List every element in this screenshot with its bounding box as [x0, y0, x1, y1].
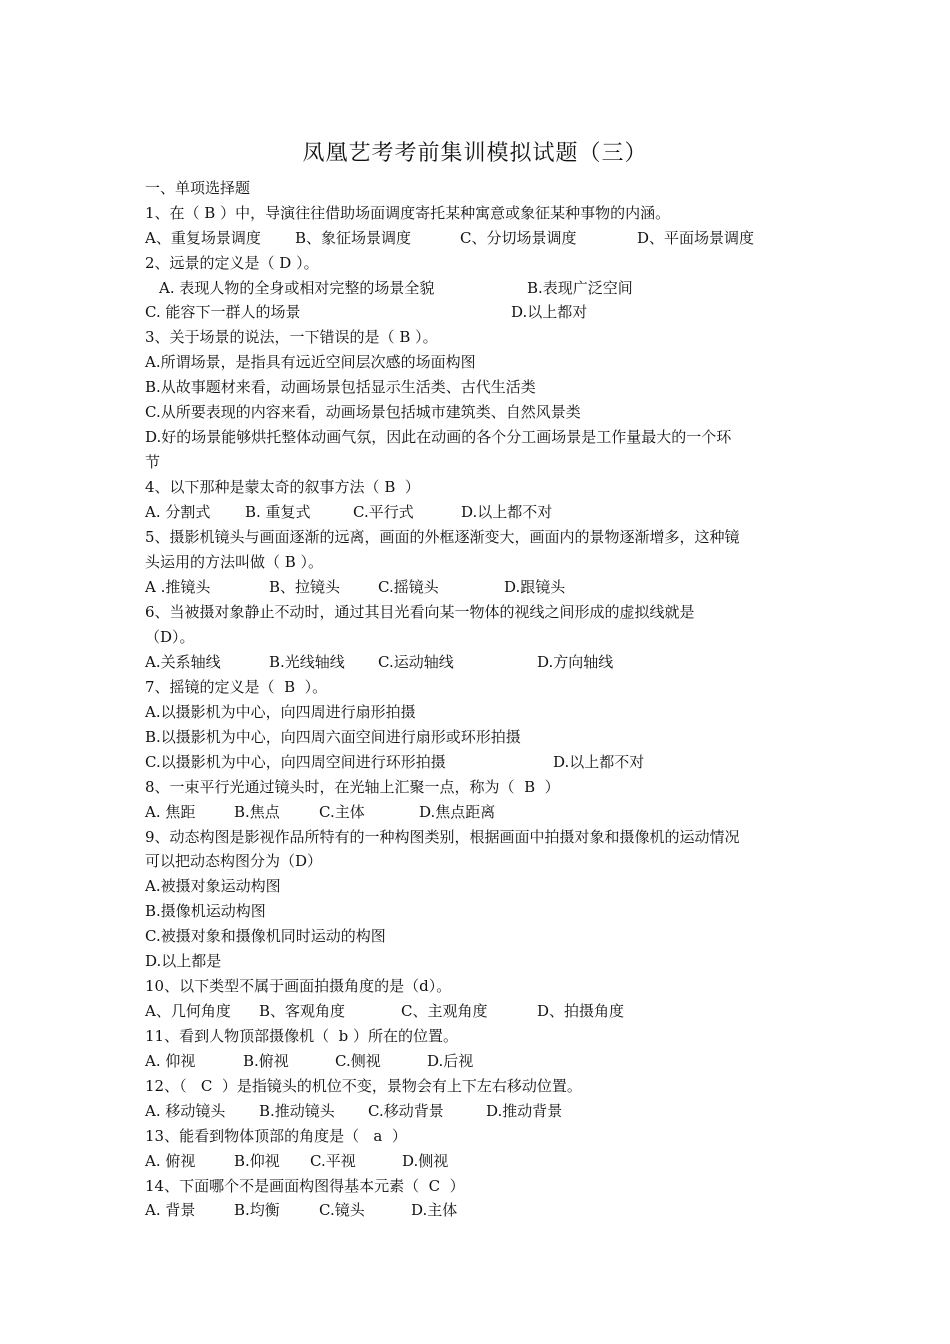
question-1-stem: 1、在（ B ）中，导演往往借助场面调度寄托某种寓意或象征某种事物的内涵。: [145, 204, 671, 222]
option-b: B. 重复式: [245, 503, 311, 521]
option-a: A. 俯视: [145, 1152, 196, 1170]
question-3-option-c: C.从所要表现的内容来看，动画场景包括城市建筑类、自然风景类: [145, 403, 581, 421]
question-5-stem-cont: 头运用的方法叫做（ B ）。: [145, 553, 324, 571]
option-c: C.侧视: [335, 1052, 381, 1070]
question-7-options-row: [145, 752, 825, 772]
question-7-stem: 7、摇镜的定义是（ B ）。: [145, 678, 328, 696]
question-11-options: [145, 1051, 825, 1071]
question-11-stem: 11、看到人物顶部摄像机（ b ）所在的位置。: [145, 1027, 458, 1045]
question-5-options: [145, 577, 825, 597]
option-d: D、平面场景调度: [637, 229, 755, 247]
option-a: A. 仰视: [145, 1052, 196, 1070]
question-2-options-row2: [145, 302, 825, 322]
question-6-stem: 6、当被摄对象静止不动时，通过其目光看向某一物体的视线之间形成的虚拟线就是: [145, 603, 695, 621]
option-d: D.以上都对: [511, 303, 588, 321]
question-7-option-b: B.以摄影机为中心，向四周六面空间进行扇形或环形拍摄: [145, 728, 521, 746]
question-4-options: [145, 502, 825, 522]
option-a: A. 分割式: [145, 503, 211, 521]
option-b: B.表现广泛空间: [527, 279, 633, 297]
option-d: D.方向轴线: [537, 653, 614, 671]
option-c: C、分切场景调度: [460, 229, 577, 247]
section-heading: 一、单项选择题: [145, 179, 251, 197]
option-a: A、重复场景调度: [145, 229, 261, 247]
option-d: D、拍摄角度: [537, 1002, 625, 1020]
question-13-options: [145, 1151, 825, 1171]
option-c: C、主观角度: [401, 1002, 488, 1020]
option-b: B、拉镜头: [269, 578, 341, 596]
question-13-stem: 13、能看到物体顶部的角度是（ a ）: [145, 1127, 407, 1145]
option-c: C.平行式: [353, 503, 414, 521]
option-d: D.侧视: [402, 1152, 449, 1170]
option-c: C.移动背景: [368, 1102, 444, 1120]
option-c: C.镜头: [319, 1201, 365, 1219]
question-14-stem: 14、下面哪个不是画面构图得基本元素（ C ）: [145, 1177, 465, 1195]
question-2-stem: 2、远景的定义是（ D ）。: [145, 254, 319, 272]
option-c: C.平视: [310, 1152, 356, 1170]
question-10-stem: 10、以下类型不属于画面拍摄角度的是（d）。: [145, 977, 452, 995]
option-d: D.焦点距离: [419, 803, 496, 821]
option-a: A. 移动镜头: [145, 1102, 226, 1120]
option-d: D.主体: [411, 1201, 458, 1219]
question-10-options: [145, 1001, 825, 1021]
question-14-options: [145, 1200, 825, 1220]
option-b: B、客观角度: [259, 1002, 346, 1020]
question-9-stem-cont: 可以把动态构图分为（D）: [145, 852, 323, 870]
question-3-option-b: B.从故事题材来看，动画场景包括显示生活类、古代生活类: [145, 378, 536, 396]
question-6-stem-cont: （D）。: [145, 628, 195, 646]
question-3-option-d: D.好的场景能够烘托整体动画气氛，因此在动画的各个分工画场景是工作量最大的一个环: [145, 428, 732, 446]
document-title: 凤凰艺考考前集训模拟试题（三）: [302, 141, 648, 166]
option-a: A.关系轴线: [145, 653, 221, 671]
question-5-stem: 5、摄影机镜头与画面逐渐的远离，画面的外框逐渐变大，画面内的景物逐渐增多，这种镜: [145, 528, 740, 546]
question-3-stem: 3、关于场景的说法，一下错误的是（ B ）。: [145, 328, 438, 346]
option-d: D.以上都不对: [461, 503, 553, 521]
question-8-stem: 8、一束平行光通过镜头时，在光轴上汇聚一点，称为（ B ）: [145, 778, 560, 796]
question-9-option-a: A.被摄对象运动构图: [145, 877, 281, 895]
question-2-options-row1: [145, 278, 825, 298]
option-b: B.光线轴线: [269, 653, 345, 671]
option-b: B.仰视: [234, 1152, 280, 1170]
option-d: D.后视: [427, 1052, 474, 1070]
question-12-stem: 12、（ C ）是指镜头的机位不变，景物会有上下左右移动位置。: [145, 1077, 582, 1095]
question-6-options: [145, 652, 825, 672]
option-b: B.推动镜头: [259, 1102, 335, 1120]
question-7-option-a: A.以摄影机为中心，向四周进行扇形拍摄: [145, 703, 416, 721]
question-4-stem: 4、以下那种是蒙太奇的叙事方法（ B ）: [145, 478, 420, 496]
question-3-option-a: A.所谓场景，是指具有远近空间层次感的场面构图: [145, 353, 476, 371]
question-1-options: [145, 228, 825, 248]
option-c: C.运动轴线: [378, 653, 454, 671]
option-a: A .推镜头: [145, 578, 211, 596]
question-3-option-d-cont: 节: [145, 453, 161, 471]
option-b: B.俯视: [243, 1052, 289, 1070]
option-b: B.均衡: [234, 1201, 280, 1219]
option-a: A、几何角度: [145, 1002, 231, 1020]
option-c: C. 能容下一群人的场景: [145, 303, 301, 321]
question-9-stem: 9、动态构图是影视作品所特有的一种构图类别，根据画面中拍摄对象和摄像机的运动情况: [145, 828, 740, 846]
question-9-option-b: B.摄像机运动构图: [145, 902, 266, 920]
option-c: C.以摄影机为中心，向四周空间进行环形拍摄: [145, 753, 446, 771]
option-d: D.推动背景: [486, 1102, 563, 1120]
question-9-option-d: D.以上都是: [145, 952, 222, 970]
question-8-options: [145, 802, 825, 822]
option-c: C.摇镜头: [378, 578, 439, 596]
option-a: A. 焦距: [145, 803, 196, 821]
option-b: B.焦点: [234, 803, 280, 821]
option-d: D.跟镜头: [504, 578, 566, 596]
option-a: A. 表现人物的全身或相对完整的场景全貌: [159, 279, 435, 297]
question-9-option-c: C.被摄对象和摄像机同时运动的构图: [145, 927, 386, 945]
question-12-options: [145, 1101, 825, 1121]
option-d: D.以上都不对: [553, 753, 645, 771]
option-c: C.主体: [319, 803, 365, 821]
option-b: B、象征场景调度: [295, 229, 412, 247]
option-a: A. 背景: [145, 1201, 196, 1219]
